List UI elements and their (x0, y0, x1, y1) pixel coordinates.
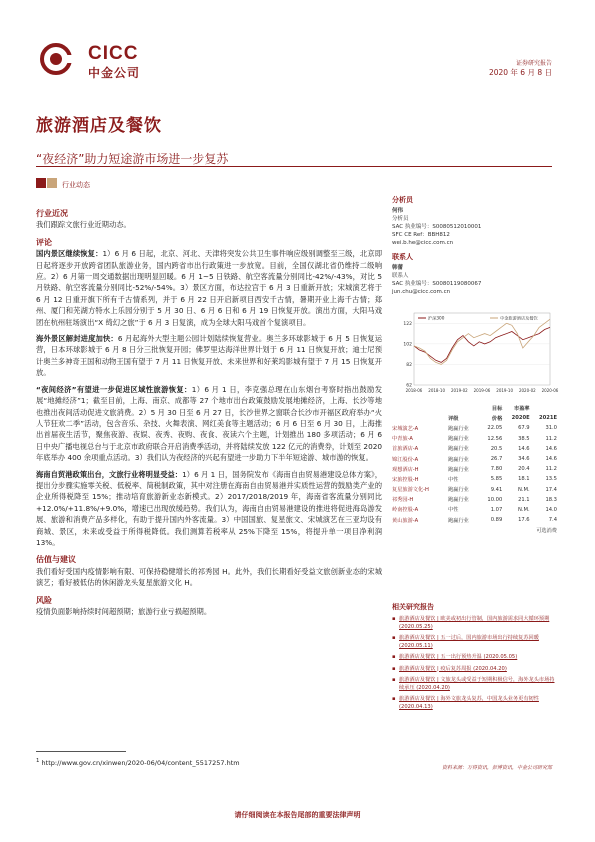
logo-text-cn: 中金公司 (88, 66, 141, 80)
legend-label: 沪深300 (428, 315, 445, 321)
table-cell: 17.6 (518, 517, 530, 524)
table-row (392, 474, 557, 484)
table-row (392, 495, 557, 505)
footnote-link[interactable]: http://www.gov.cn/xinwen/2020-06/04/content_5517257.htm (41, 759, 240, 768)
table-note-row (392, 525, 557, 535)
table-row (392, 485, 557, 495)
table-cell: 观想酒店-H (392, 466, 419, 473)
x-tick-label: 2019-02 (450, 388, 468, 393)
series-line (414, 319, 550, 364)
table-header-row (392, 413, 557, 423)
analyst-sac: SAC 执业编号：S0080119080067 (392, 281, 482, 287)
table-cell: 67.9 (518, 425, 530, 432)
table-cell (448, 403, 480, 413)
cicc-logo-icon (41, 42, 87, 76)
table-cell: 14.6 (545, 445, 557, 452)
page-title: 旅游酒店及餐饮 (36, 116, 162, 136)
table-cell: 中性 (448, 476, 459, 483)
table-cell: 跑赢行业 (448, 487, 469, 494)
analyst-name: 韩蕾 (392, 265, 404, 271)
plot-area (414, 313, 550, 385)
section-heading: 风险 (36, 595, 52, 605)
paragraph-body: 1）6 月 1 日，李克强总理在山东烟台考察时指出鼓励发展“地摊经济”1；截至目前，上海、南京、成都等 27 个地市出台政策鼓励发展地摊经济，上海、长沙等地也推出夜间活动促进文旅消费。2）5 月 30 日至 6 月 27 日，长沙世界之窗联合长沙市开福区政府举办“火人节狂欢二季”活动，包含音乐、杂技、火舞表演、网红美食等主题活动；6 月 6 日至 6 月 30 日，上海推出首届夜生活节，聚焦夜游、夜娱、夜秀、夜购、夜食、夜读六个主题，计划推出 180 多项活动；6 月 6 日中央广播电视总台与于北京市政府联合开启消费季活动，并将陆续发放 122 亿元的消费券，计划至 2020 年底举办 400 余项重点活动。3）我们认为夜经济的兴起有望进一步助力下半年短途游、城市游的恢复。 (36, 384, 383, 463)
paragraph: 我们看好受国内疫情影响有限、可保持稳健增长的祁秀园 H。此外，我们长期看好受益文旅创新业态的宋城演艺；看好被低估的休闲游龙头复星旅游文化 H。 (36, 566, 382, 588)
table-cell: 首旅酒店-A (392, 446, 419, 453)
footnote-divider (36, 751, 126, 752)
table-cell: 2021E (539, 415, 557, 422)
table-cell: 11.2 (545, 466, 557, 473)
analyst-role: 分析员 (392, 216, 409, 222)
paragraph (36, 469, 382, 549)
related-source: 资料来源：万得资讯，彭博资讯，中金公司研究部 (441, 765, 552, 771)
x-tick-label: 2020-02 (518, 388, 536, 393)
paragraph: 我们跟踪文旅行业近期动态。 (36, 220, 131, 230)
paragraph-body: 1）6 月 1 日，国务院发布《海南自由贸易港建设总体方案》，提出分步骤实施零关税、低税率、简税制政策，其中对注册在海南自由贸易港并实质性运营的鼓励类产业的企业所得税降至 15%；推动培育旅游新业态新模式。2）2017/2018/2019 年，海南省客流量分别同比+12.0%/+11.8%/+9.0%，增速已出现放缓趋势。我们认为，海南自由贸易港建设的推进将促进海岛游发展、旅游和消费产品多样化，有助于提升国内外客流量。3）中国国旅、复星旅文、宋城演艺在三亚均设有商城、景区，未来或受益于所得税降低。我们测算若税率从 25%下降至 15%，将提升单一项目净利润 13%。 (36, 469, 383, 547)
table-cell: 评级 (448, 415, 459, 422)
table-cell: 宋旅控股-H (392, 476, 419, 483)
related-research-list (392, 616, 556, 715)
table-row (392, 464, 557, 474)
tag-marker-dark (36, 178, 46, 188)
x-tick-label: 2020-06 (541, 388, 559, 393)
table-cell: 34.6 (518, 456, 530, 463)
related-research-title: 旅游酒店及餐饮 | 疫后复苏周报 (2020.04.20) (399, 665, 507, 672)
paragraph-lead: 国内景区继续恢复： (36, 249, 103, 259)
related-research-heading: 相关研究报告 (392, 603, 434, 611)
table-cell: 14.0 (545, 506, 557, 513)
y-tick-label: 102 (403, 342, 412, 348)
x-tick-label: 2018-06 (405, 388, 423, 393)
related-research-link[interactable] (392, 677, 556, 692)
table-cell: 18.3 (545, 496, 557, 503)
table-cell: 祁秀园-H (392, 497, 414, 504)
table-cell: 目标 (491, 405, 503, 412)
table-cell: 9.41 (490, 486, 503, 493)
table-cell: 14.6 (545, 456, 557, 463)
stock-table (392, 403, 557, 535)
table-cell: N.M. (517, 506, 530, 513)
report-date: 2020 年 6 月 8 日 (488, 68, 552, 77)
x-tick-label: 2019-10 (496, 388, 514, 393)
table-cell: 22.05 (487, 425, 503, 432)
table-row (392, 454, 557, 464)
table-cell: 跑赢行业 (448, 425, 469, 432)
table-cell: 7.80 (490, 466, 503, 473)
table-cell: 31.0 (545, 425, 557, 432)
footnote: $^1$ http://www.gov.cn/xinwen/2020-06/04/content_5517257.htm (36, 758, 240, 768)
section-heading: 估值与建议 (36, 555, 76, 565)
related-research-link[interactable] (392, 616, 556, 631)
table-cell (392, 403, 448, 413)
paragraph (36, 248, 382, 328)
table-cell: 跑赢行业 (448, 456, 469, 463)
title-divider (36, 166, 552, 167)
table-cell: 12.56 (487, 435, 503, 442)
related-research-link[interactable] (392, 654, 556, 662)
analyst-name: 何伟 (392, 208, 404, 214)
table-row (392, 505, 557, 515)
table-cell: 复星旅游文化-H (392, 487, 429, 494)
table-cell: 14.6 (518, 445, 530, 452)
x-tick-label: 2018-10 (428, 388, 446, 393)
table-cell: 跑赢行业 (448, 497, 469, 504)
related-research-title: 旅游酒店及餐饮 | 文旅龙头或受益于短期积极信号，海外龙头市场持续承压 (2020.04.20) (399, 677, 555, 691)
paragraph-body: 1）6 月 6 日起，北京、河北、天津将突发公共卫生事件响应级别调整至三级，北京即日起将逐步开放跨省团队旅游业务，国内跨省市出行政策进一步放宽。目前，全国仅湖北省仍维持二级响应。2）6 月第一周交通数据出现明显回暖。6 月 1~5 日铁路、航空客流量分别同比-42%/-43%，对比 5 月铁路、航空客流量分别同比-52%/-54%。3）景区方面，布达拉宫于 6 月 3 日重新开放；宋城演艺将于 6 月 12 日重开旗下所有千古情系列，并于 6 月 22 日开启新项目西安千古情，暑期开业上海千古情；郑州、厦门和芜湖方特水上乐园分别于 5 月 30 日、6 月 6 日和 6 月 19 日恢复开放。演出方面，大阳马戏团在杭州驻场演出“X 绮幻之旅”于 6 月 3 日复演，成为全球大阳马戏首个复演项目。 (36, 249, 382, 327)
related-research-title: 旅游酒店及餐饮 | 欧美或初出行管制，国内旅游需求同大循环预期 (2020.05.25) (399, 616, 550, 630)
table-cell: 宋城演艺-A (392, 425, 419, 432)
paragraph-lead: 海外景区解封进度加快： (36, 334, 118, 344)
table-row (392, 515, 557, 525)
table-cell: 7.4 (548, 517, 557, 524)
table-cell: 26.7 (490, 456, 503, 463)
page-subtitle: “夜经济”助力短途游市场进一步复苏 (36, 152, 229, 166)
y-tick-label: 62 (406, 383, 412, 389)
paragraph-lead: “夜间经济”有望进一步促进区域性旅游恢复： (36, 384, 192, 394)
analyst-block (392, 196, 556, 296)
x-tick-label: 2019-06 (473, 388, 491, 393)
analyst-sac: SAC 执业编号：S0080512010001 (392, 224, 482, 230)
legend-label: 中金旅游酒店及餐饮 (500, 315, 538, 321)
related-research-title: 旅游酒店及餐饮 | 五一过后，国内旅游市场出行持续复苏回暖 (2020.05.11) (399, 635, 539, 649)
table-cell: 岭南控股-A (392, 507, 419, 514)
table-note: 可选消费 (536, 527, 557, 534)
tag-marker-light (47, 178, 57, 188)
table-cell: 5.85 (490, 476, 503, 483)
main-column (36, 208, 382, 617)
related-research-title: 旅游酒店及餐饮 | 五一出行预热升温 (2020.05.05) (399, 654, 518, 660)
table-cell: 1.07 (490, 506, 503, 513)
related-research-link[interactable] (392, 696, 556, 711)
table-cell: 跑赢行业 (448, 436, 469, 443)
section-heading: 评论 (36, 237, 52, 247)
related-research-title: 旅游酒店及餐饮 | 海外文旅龙头复苏，中国龙头业务更有韧性 (2020.04.13) (399, 696, 539, 710)
table-cell: 锦江股份-A (392, 456, 419, 463)
table-cell (530, 403, 557, 413)
analysts-heading: 分析员 (392, 196, 413, 204)
table-cell: 13.5 (545, 476, 557, 483)
table-cell: N.M. (517, 486, 530, 493)
report-category-tag: 行业动态 (62, 181, 90, 189)
analyst-email[interactable]: wei.b.he@cicc.com.cn (392, 240, 454, 246)
y-tick-label: 122 (403, 321, 412, 327)
paragraph (36, 384, 382, 464)
table-cell: 价格 (491, 415, 503, 422)
contact-heading: 联系人 (392, 253, 413, 261)
analyst-sfc: SFC CE Ref：BBH812 (392, 232, 450, 238)
paragraph: 疫情负面影响持续时间超预期；旅游行业亏损超预期。 (36, 607, 212, 616)
table-cell: 17.4 (545, 486, 557, 493)
analyst-email[interactable]: jun.chu@cicc.com.cn (392, 289, 451, 295)
paragraph (36, 333, 382, 379)
analyst-role: 联系人 (392, 273, 409, 279)
table-cell: 20.4 (518, 466, 530, 473)
legal-footer: 请仔细阅读在本报告尾部的重要法律声明 (234, 811, 361, 819)
table-row (392, 423, 557, 433)
index-performance-chart (392, 305, 559, 397)
table-cell: 2020E (511, 415, 530, 422)
paragraph-lead: 海南自贸港政策出台，文旅行业将明显受益： (36, 469, 183, 479)
paragraph-body: 6 月起海外大型主题公园计划陆续恢复营业。奥兰多环球影城于 6 月 5 日恢复运营，日本环球影城于 6 月 8 日分三批恢复开园；佛罗里达海洋世界计划于 6 月 11 日恢复开放；迪士尼预计奥兰多神奇王国和动物王国有望于 7 月 11 日恢复开放、未来世界和好莱坞影城有望于 7 月 15 日恢复开放。 (36, 334, 383, 378)
table-cell: 20.5 (490, 445, 503, 452)
table-cell (392, 413, 448, 423)
table-cell: 0.89 (490, 517, 503, 524)
table-cell: 10.00 (487, 496, 503, 503)
table-cell: 38.5 (518, 435, 530, 442)
table-header-row (392, 403, 557, 413)
table-cell: 市盈率 (514, 405, 530, 412)
table-row (392, 444, 557, 454)
table-cell: 11.2 (545, 435, 557, 442)
table-cell: 跑赢行业 (448, 517, 469, 524)
table-row (392, 434, 557, 444)
related-research-link[interactable] (392, 635, 556, 650)
logo-text-en: CICC (88, 43, 139, 64)
table-cell: 中性 (448, 507, 459, 514)
table-cell: 黄山旅游-A (392, 517, 419, 524)
related-research-link[interactable] (392, 666, 556, 674)
section-heading: 行业近况 (36, 209, 68, 218)
y-tick-label: 82 (406, 362, 412, 368)
table-cell: 跑赢行业 (448, 446, 469, 453)
table-cell: 18.1 (518, 476, 530, 483)
table-cell: 跑赢行业 (448, 466, 469, 473)
table-cell: 中青旅-A (392, 436, 413, 443)
series-line (414, 327, 550, 362)
report-type: 证券研究报告 (515, 60, 552, 67)
table-cell: 21.1 (518, 496, 530, 503)
